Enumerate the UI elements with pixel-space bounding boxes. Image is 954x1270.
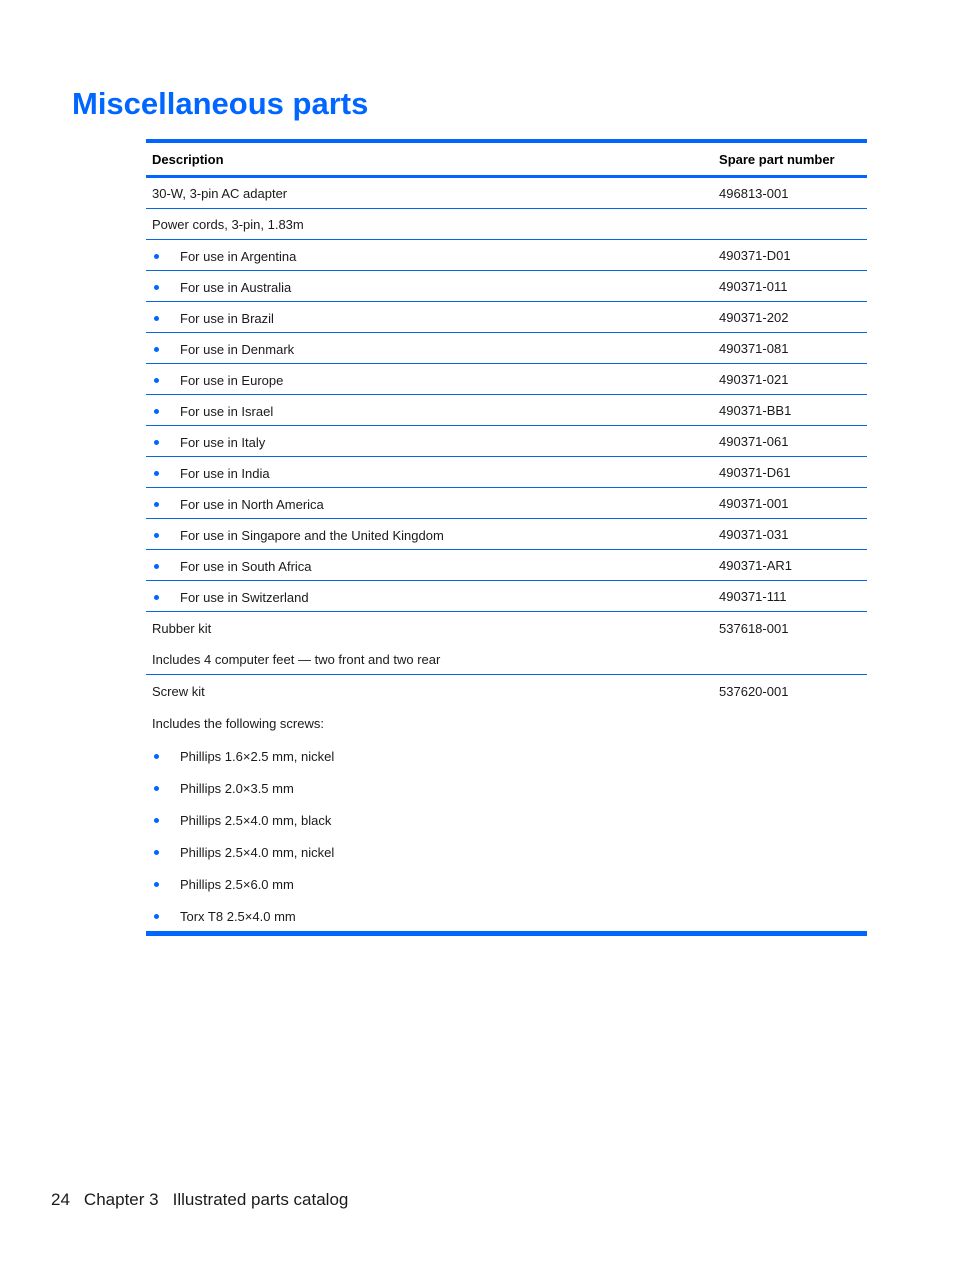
row-description: Screw kit	[152, 683, 205, 699]
table-row	[146, 488, 867, 519]
row-description-cell	[146, 675, 713, 708]
bullet-icon	[154, 564, 159, 569]
row-description: Includes the following screws:	[152, 715, 324, 731]
row-spare-part-number: 490371-BB1	[713, 395, 867, 426]
row-description-cell	[146, 835, 713, 867]
bulleted-item	[152, 845, 334, 860]
table-row	[146, 550, 867, 581]
row-spare-part-number: 490371-D61	[713, 457, 867, 488]
row-spare-part-number	[713, 835, 867, 867]
bulleted-item	[152, 749, 334, 764]
bullet-icon	[154, 440, 159, 445]
row-description-cell	[146, 457, 713, 488]
row-description-cell	[146, 581, 713, 612]
page-number: 24	[51, 1190, 70, 1209]
row-spare-part-number	[713, 899, 867, 934]
row-description-cell	[146, 426, 713, 457]
row-description-cell	[146, 771, 713, 803]
row-description-cell	[146, 395, 713, 426]
row-description: Torx T8 2.5×4.0 mm	[180, 908, 296, 924]
row-spare-part-number: 490371-011	[713, 271, 867, 302]
row-spare-part-number	[713, 707, 867, 739]
chapter-label: Chapter 3	[83, 1190, 159, 1209]
row-description: For use in Israel	[180, 403, 274, 419]
row-spare-part-number: 537620-001	[719, 683, 789, 699]
table-row	[146, 426, 867, 457]
row-description-cell	[146, 867, 713, 899]
bulleted-item	[152, 781, 294, 796]
row-description-cell	[146, 271, 713, 302]
table-row	[146, 457, 867, 488]
row-description: For use in North America	[180, 496, 324, 512]
parts-table	[146, 139, 867, 936]
bulleted-item	[152, 373, 283, 388]
table-row	[146, 519, 867, 550]
bulleted-item	[152, 342, 294, 357]
table-row	[146, 333, 867, 364]
row-spare-part-number	[713, 867, 867, 899]
bullet-icon	[154, 818, 159, 823]
bullet-icon	[154, 914, 159, 919]
bullet-icon	[154, 850, 159, 855]
row-spare-part-number: 490371-202	[713, 302, 867, 333]
row-spare-part-number	[713, 803, 867, 835]
row-spare-part-number: 490371-111	[713, 581, 867, 612]
row-description: For use in Switzerland	[180, 589, 309, 605]
row-description: For use in Denmark	[180, 341, 295, 357]
header-spare-part-number: Spare part number	[713, 141, 867, 177]
row-description: Phillips 2.5×6.0 mm	[180, 876, 294, 892]
row-description: Phillips 2.0×3.5 mm	[180, 780, 294, 796]
page-footer	[51, 1190, 362, 1210]
bullet-icon	[154, 285, 159, 290]
row-description: Power cords, 3-pin, 1.83m	[152, 216, 304, 232]
row-description: For use in Singapore and the United Kingdom	[180, 527, 444, 543]
table-row	[146, 302, 867, 333]
bulleted-item	[152, 590, 309, 605]
bullet-icon	[154, 409, 159, 414]
bullet-icon	[154, 882, 159, 887]
bullet-icon	[154, 254, 159, 259]
row-description-cell	[146, 333, 713, 364]
row-description-cell	[146, 644, 713, 675]
bulleted-item	[152, 311, 274, 326]
table-row	[146, 803, 867, 835]
row-description-cell	[146, 612, 713, 645]
row-description: For use in Italy	[180, 434, 266, 450]
table-row	[146, 867, 867, 899]
row-description-cell	[146, 488, 713, 519]
bulleted-item	[152, 559, 312, 574]
row-description-cell	[146, 707, 713, 739]
table-row	[146, 739, 867, 771]
row-description-cell	[146, 550, 713, 581]
row-spare-part-number: 490371-081	[713, 333, 867, 364]
row-description: For use in Brazil	[180, 310, 274, 326]
bullet-icon	[154, 754, 159, 759]
table-row	[146, 364, 867, 395]
table-row	[146, 675, 867, 708]
bullet-icon	[154, 502, 159, 507]
row-description: Includes 4 computer feet — two front and two rear	[152, 651, 441, 667]
row-description: For use in Australia	[180, 279, 292, 295]
header-description: Description	[146, 141, 713, 177]
table-row	[146, 899, 867, 934]
bullet-icon	[154, 471, 159, 476]
bulleted-item	[152, 404, 273, 419]
bullet-icon	[154, 347, 159, 352]
page-title: Miscellaneous parts	[72, 86, 369, 121]
table-row	[146, 240, 867, 271]
table-row	[146, 581, 867, 612]
row-description: For use in South Africa	[180, 558, 312, 574]
table-row	[146, 707, 867, 739]
bullet-icon	[154, 595, 159, 600]
row-description-cell	[146, 240, 713, 271]
row-description: Phillips 2.5×4.0 mm, black	[180, 812, 332, 828]
row-description-cell	[146, 302, 713, 333]
row-description: Rubber kit	[152, 620, 212, 636]
bullet-icon	[154, 533, 159, 538]
row-description-cell	[146, 899, 713, 934]
table-row	[146, 835, 867, 867]
row-description: 30-W, 3-pin AC adapter	[152, 185, 288, 201]
row-spare-part-number: 490371-D01	[713, 240, 867, 271]
bulleted-item	[152, 877, 294, 892]
bulleted-item	[152, 528, 444, 543]
chapter-title: Illustrated parts catalog	[172, 1190, 349, 1209]
row-description: Phillips 1.6×2.5 mm, nickel	[180, 748, 335, 764]
row-spare-part-number	[713, 644, 867, 675]
bulleted-item	[152, 497, 324, 512]
row-spare-part-number: 490371-021	[713, 364, 867, 395]
row-spare-part-number: 490371-001	[713, 488, 867, 519]
table-row	[146, 612, 867, 645]
table-header-row	[146, 141, 867, 177]
bulleted-item	[152, 466, 270, 481]
bulleted-item	[152, 909, 296, 924]
table-row	[146, 209, 867, 240]
table-row	[146, 177, 867, 209]
table-row	[146, 771, 867, 803]
row-spare-part-number: 496813-001	[713, 177, 867, 209]
bulleted-item	[152, 813, 331, 828]
bullet-icon	[154, 786, 159, 791]
row-spare-part-number: 490371-AR1	[713, 550, 867, 581]
row-description: For use in India	[180, 465, 270, 481]
row-description: Phillips 2.5×4.0 mm, nickel	[180, 844, 335, 860]
row-description-cell	[146, 803, 713, 835]
row-description: For use in Argentina	[180, 248, 297, 264]
row-description: For use in Europe	[180, 372, 284, 388]
row-description-cell	[146, 209, 713, 240]
bullet-icon	[154, 378, 159, 383]
row-spare-part-number	[713, 771, 867, 803]
row-spare-part-number: 490371-061	[713, 426, 867, 457]
bulleted-item	[152, 249, 296, 264]
row-description-cell	[146, 519, 713, 550]
row-spare-part-number: 490371-031	[713, 519, 867, 550]
row-spare-part-number	[713, 209, 867, 240]
bulleted-item	[152, 280, 291, 295]
row-description-cell	[146, 739, 713, 771]
row-description-cell	[146, 177, 713, 209]
table-row	[146, 271, 867, 302]
row-description-cell	[146, 364, 713, 395]
bulleted-item	[152, 435, 265, 450]
row-spare-part-number	[713, 739, 867, 771]
table-row	[146, 395, 867, 426]
parts-table-body	[146, 177, 867, 934]
bullet-icon	[154, 316, 159, 321]
table-row	[146, 644, 867, 675]
row-spare-part-number: 537618-001	[719, 620, 789, 636]
